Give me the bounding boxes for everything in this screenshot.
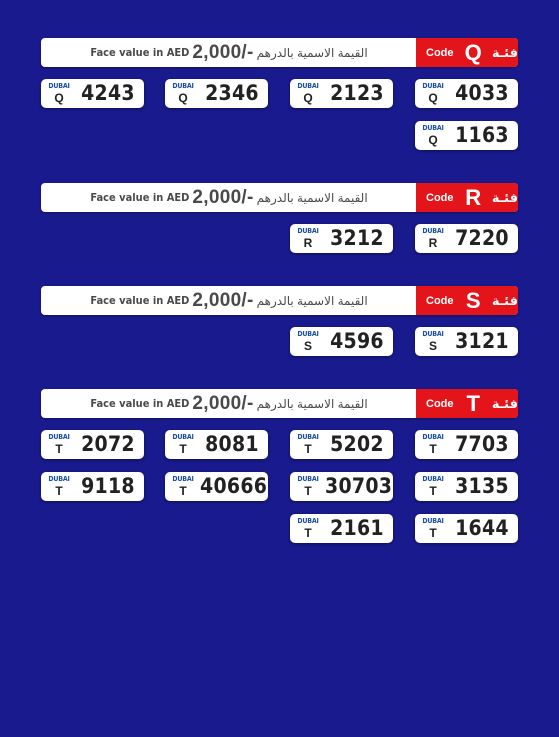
plate-number: 30703 bbox=[325, 474, 393, 498]
code-label: Code bbox=[426, 46, 454, 59]
dubai-emirate-label: DUBAI bbox=[297, 227, 319, 235]
plate-code-letter: R bbox=[303, 236, 313, 250]
plate-card[interactable] bbox=[290, 514, 393, 543]
face-value-english: Face value in AED bbox=[90, 191, 190, 204]
face-value-text bbox=[41, 389, 417, 418]
plate-number: 3212 bbox=[330, 226, 384, 250]
dubai-emirate-label: DUBAI bbox=[422, 517, 444, 525]
plate-number: 5202 bbox=[330, 432, 384, 456]
dubai-emirate-label: DUBAI bbox=[297, 475, 319, 483]
dubai-emirate-label: DUBAI bbox=[48, 475, 70, 483]
plate-card[interactable] bbox=[290, 430, 393, 459]
plate-card[interactable] bbox=[415, 327, 518, 356]
plate-number: 8081 bbox=[205, 432, 259, 456]
plate-number: 1644 bbox=[455, 516, 509, 540]
plate-code-letter: T bbox=[304, 526, 312, 540]
category-section-t bbox=[41, 389, 518, 540]
category-label-arabic: فئـة bbox=[491, 292, 518, 308]
plate-card[interactable] bbox=[415, 224, 518, 253]
plate-code-letter: T bbox=[429, 526, 437, 540]
category-letter: S bbox=[465, 287, 481, 313]
dubai-emirate-label: DUBAI bbox=[48, 82, 70, 90]
face-value-english: Face value in AED bbox=[90, 397, 190, 410]
plate-number: 4596 bbox=[330, 329, 384, 353]
category-code-badge bbox=[416, 286, 518, 315]
category-header bbox=[41, 286, 518, 315]
face-value-amount: 2,000/- bbox=[192, 392, 254, 414]
plate-card[interactable] bbox=[415, 430, 518, 459]
dubai-emirate-label: DUBAI bbox=[422, 475, 444, 483]
plate-number: 40666 bbox=[200, 474, 268, 498]
category-letter: T bbox=[466, 390, 480, 416]
plate-code-letter: S bbox=[428, 339, 437, 353]
category-code-badge bbox=[416, 38, 518, 67]
face-value-text bbox=[41, 286, 417, 315]
dubai-emirate-label: DUBAI bbox=[297, 433, 319, 441]
plate-code-letter: T bbox=[304, 484, 312, 498]
face-value-amount: 2,000/- bbox=[192, 186, 254, 208]
plate-number: 4033 bbox=[455, 81, 509, 105]
dubai-emirate-label: DUBAI bbox=[172, 82, 194, 90]
category-header bbox=[41, 389, 518, 418]
plate-card[interactable] bbox=[165, 430, 268, 459]
plate-card[interactable] bbox=[415, 514, 518, 543]
plate-code-letter: T bbox=[179, 484, 187, 498]
face-value-arabic: القيمة الاسمية بالدرهم bbox=[256, 396, 368, 411]
face-value-text bbox=[41, 183, 417, 212]
plate-code-letter: T bbox=[179, 442, 187, 456]
plate-card[interactable] bbox=[415, 472, 518, 501]
plate-card[interactable] bbox=[415, 79, 518, 108]
dubai-emirate-label: DUBAI bbox=[422, 124, 444, 132]
plate-code-letter: T bbox=[429, 484, 437, 498]
plate-card[interactable] bbox=[415, 121, 518, 150]
plate-number: 2072 bbox=[81, 432, 135, 456]
plate-code-letter: Q bbox=[54, 91, 64, 105]
plate-number: 7220 bbox=[455, 226, 509, 250]
dubai-emirate-label: DUBAI bbox=[297, 330, 319, 338]
plate-card[interactable] bbox=[290, 327, 393, 356]
category-header bbox=[41, 38, 518, 67]
plate-card[interactable] bbox=[290, 472, 393, 501]
plate-card[interactable] bbox=[41, 79, 144, 108]
plate-number: 9118 bbox=[81, 474, 135, 498]
plate-number: 1163 bbox=[455, 123, 509, 147]
plate-number: 2161 bbox=[330, 516, 384, 540]
plate-code-letter: T bbox=[304, 442, 312, 456]
category-header bbox=[41, 183, 518, 212]
dubai-emirate-label: DUBAI bbox=[48, 433, 70, 441]
plate-code-letter: T bbox=[55, 442, 63, 456]
plate-number: 2346 bbox=[205, 81, 259, 105]
plate-code-letter: Q bbox=[428, 91, 438, 105]
dubai-emirate-label: DUBAI bbox=[422, 433, 444, 441]
dubai-emirate-label: DUBAI bbox=[172, 433, 194, 441]
dubai-emirate-label: DUBAI bbox=[172, 475, 194, 483]
face-value-amount: 2,000/- bbox=[192, 41, 254, 63]
plate-code-letter: Q bbox=[428, 133, 438, 147]
category-code-badge bbox=[416, 389, 518, 418]
category-letter: R bbox=[465, 184, 482, 210]
plate-code-letter: S bbox=[303, 339, 312, 353]
dubai-emirate-label: DUBAI bbox=[297, 517, 319, 525]
plate-number: 3135 bbox=[455, 474, 509, 498]
plate-card[interactable] bbox=[165, 79, 268, 108]
plate-card[interactable] bbox=[290, 224, 393, 253]
plate-number: 3121 bbox=[455, 329, 509, 353]
category-label-arabic: فئـة bbox=[491, 395, 518, 411]
plate-card[interactable] bbox=[41, 472, 144, 501]
plate-code-letter: Q bbox=[303, 91, 313, 105]
face-value-arabic: القيمة الاسمية بالدرهم bbox=[256, 190, 368, 205]
category-section-r bbox=[41, 183, 518, 250]
category-letter: Q bbox=[464, 39, 482, 65]
code-label: Code bbox=[426, 397, 454, 410]
dubai-emirate-label: DUBAI bbox=[297, 82, 319, 90]
face-value-arabic: القيمة الاسمية بالدرهم bbox=[256, 293, 368, 308]
plate-code-letter: T bbox=[429, 442, 437, 456]
dubai-emirate-label: DUBAI bbox=[422, 330, 444, 338]
code-label: Code bbox=[426, 191, 454, 204]
category-section-q bbox=[41, 38, 518, 147]
plate-card[interactable] bbox=[165, 472, 268, 501]
plate-number: 4243 bbox=[81, 81, 135, 105]
plate-card[interactable] bbox=[290, 79, 393, 108]
dubai-emirate-label: DUBAI bbox=[422, 227, 444, 235]
plate-code-letter: Q bbox=[178, 91, 188, 105]
category-section-s bbox=[41, 286, 518, 353]
plate-number: 7703 bbox=[455, 432, 509, 456]
face-value-english: Face value in AED bbox=[90, 294, 190, 307]
face-value-amount: 2,000/- bbox=[192, 289, 254, 311]
plate-code-letter: R bbox=[428, 236, 438, 250]
plate-code-letter: T bbox=[55, 484, 63, 498]
category-label-arabic: فئـة bbox=[491, 189, 518, 205]
code-label: Code bbox=[426, 294, 454, 307]
face-value-arabic: القيمة الاسمية بالدرهم bbox=[256, 45, 368, 60]
plate-number: 2123 bbox=[330, 81, 384, 105]
category-code-badge bbox=[416, 183, 518, 212]
dubai-emirate-label: DUBAI bbox=[422, 82, 444, 90]
plate-card[interactable] bbox=[41, 430, 144, 459]
category-label-arabic: فئـة bbox=[491, 44, 518, 60]
face-value-english: Face value in AED bbox=[90, 46, 190, 59]
face-value-text bbox=[41, 38, 417, 67]
